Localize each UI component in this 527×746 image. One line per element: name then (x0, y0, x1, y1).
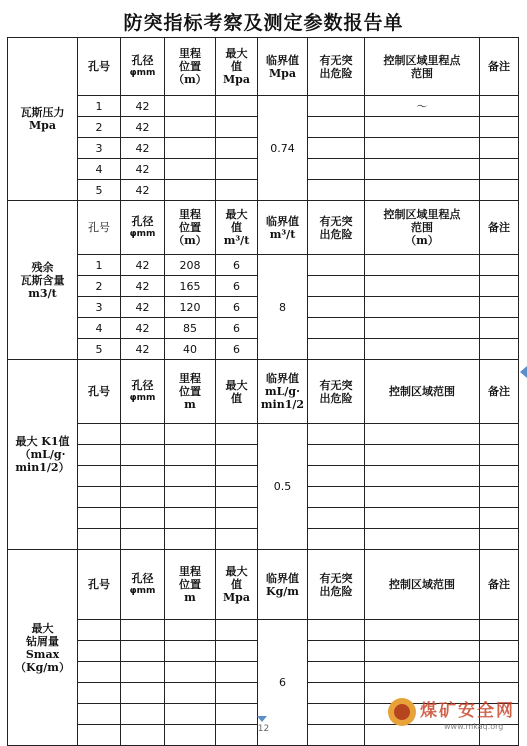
table-row (8, 620, 519, 641)
cell-outburst-danger (308, 641, 365, 662)
header-line: 值 (231, 221, 242, 234)
header-line: （m） (173, 73, 207, 86)
header-line: Mpa (223, 73, 250, 86)
header-line: min1/2 (260, 398, 305, 411)
cell-max-value (216, 487, 258, 508)
cell-hole-number: 3 (78, 297, 121, 318)
header-line: 范围 (411, 221, 433, 234)
cell-remarks (480, 117, 519, 138)
cell-outburst-danger (308, 297, 365, 318)
cell-remarks (480, 180, 519, 201)
cell-position (165, 445, 216, 466)
cell-position (165, 662, 216, 683)
cell-diameter (121, 445, 165, 466)
cell-diameter (121, 641, 165, 662)
cell-control-range: ～ (365, 96, 480, 117)
cell-max-value (216, 466, 258, 487)
header-line: 钻屑量 (26, 634, 59, 648)
header-hole-number: 孔号 (78, 38, 121, 96)
cell-control-range (365, 276, 480, 297)
cell-hole-number (78, 641, 121, 662)
cell-max-value (216, 138, 258, 159)
cell-remarks (480, 297, 519, 318)
cell-position (165, 704, 216, 725)
section-header-row (8, 201, 519, 255)
header-remarks: 备注 (480, 201, 519, 255)
cell-max-value (216, 662, 258, 683)
cell-hole-number (78, 704, 121, 725)
cell-outburst-danger (308, 138, 365, 159)
header-line: 临界值 (266, 372, 299, 385)
header-line: m (184, 398, 196, 411)
page-number: 12 (257, 724, 270, 734)
cell-max-value: 6 (216, 318, 258, 339)
header-line: （m） (405, 234, 439, 247)
cell-outburst-danger (308, 620, 365, 641)
page-edge-marker-right (520, 366, 527, 378)
header-line: 最大 (31, 621, 54, 635)
header-diameter (121, 38, 165, 96)
cell-max-value: 6 (216, 276, 258, 297)
header-line: 有无突 (319, 53, 353, 67)
cell-hole-number: 2 (78, 276, 121, 297)
table-row (8, 255, 519, 276)
cell-max-value: 6 (216, 339, 258, 360)
header-line: 位置 (179, 578, 201, 591)
header-position (165, 550, 216, 620)
header-outburst-danger (308, 38, 365, 96)
header-line: 控制区域里程点 (383, 53, 461, 67)
cell-outburst-danger (308, 96, 365, 117)
cell-diameter (121, 683, 165, 704)
cell-hole-number (78, 445, 121, 466)
header-line: 出危险 (319, 391, 353, 405)
cell-control-range (365, 138, 480, 159)
cell-outburst-danger (308, 424, 365, 445)
cell-remarks (480, 276, 519, 297)
cell-diameter (121, 508, 165, 529)
cell-hole-number (78, 466, 121, 487)
cell-remarks (480, 255, 519, 276)
header-line: 控制区域范围 (389, 385, 455, 398)
section-header-row (8, 38, 519, 96)
section-label (8, 38, 78, 201)
header-outburst-danger (308, 360, 365, 424)
header-line: 最大 K1值 (15, 435, 70, 448)
cell-hole-number (78, 424, 121, 445)
header-line: m3/t (28, 286, 57, 300)
header-line: 最大 (225, 47, 248, 60)
header-line: 孔径 (131, 571, 154, 585)
cell-position (165, 508, 216, 529)
cell-hole-number: 1 (78, 96, 121, 117)
cell-control-range (365, 487, 480, 508)
cell-critical-value: 8 (258, 255, 308, 360)
header-diameter (121, 201, 165, 255)
header-line: 出危险 (319, 66, 353, 80)
cell-diameter: 42 (121, 96, 165, 117)
cell-remarks (480, 620, 519, 641)
cell-hole-number (78, 508, 121, 529)
cell-outburst-danger (308, 508, 365, 529)
cell-outburst-danger (308, 180, 365, 201)
cell-position (165, 683, 216, 704)
cell-control-range (365, 297, 480, 318)
cell-position (165, 529, 216, 550)
cell-hole-number: 4 (78, 318, 121, 339)
header-line: 最大 (225, 565, 248, 578)
header-line: 值 (231, 60, 242, 73)
header-line: 值 (231, 391, 242, 405)
header-line: 值 (231, 578, 242, 591)
cell-remarks (480, 159, 519, 180)
header-line: mL/g· (265, 385, 300, 398)
section-label (8, 550, 78, 746)
cell-critical-value: 6 (258, 620, 308, 746)
header-line: 有无突 (319, 571, 353, 585)
header-line: φmm (129, 228, 156, 239)
report-table (7, 37, 519, 746)
header-line: m (184, 591, 196, 604)
cell-max-value (216, 641, 258, 662)
cell-critical-value: 0.74 (258, 96, 308, 201)
header-outburst-danger (308, 550, 365, 620)
cell-remarks (480, 529, 519, 550)
section-header-row (8, 360, 519, 424)
header-line: 瓦斯含量 (20, 273, 65, 287)
cell-position (165, 180, 216, 201)
header-line: m³/t (269, 227, 296, 241)
cell-hole-number: 3 (78, 138, 121, 159)
cell-outburst-danger (308, 318, 365, 339)
cell-position: 165 (165, 276, 216, 297)
header-max-value (216, 550, 258, 620)
header-line: φmm (129, 67, 156, 78)
header-line: 最大 (225, 208, 248, 221)
header-remarks: 备注 (480, 38, 519, 96)
cell-max-value (216, 96, 258, 117)
cell-position (165, 138, 216, 159)
cell-control-range (365, 255, 480, 276)
cell-control-range (365, 180, 480, 201)
cell-control-range (365, 529, 480, 550)
cell-outburst-danger (308, 662, 365, 683)
header-diameter (121, 550, 165, 620)
cell-remarks (480, 96, 519, 117)
cell-diameter: 42 (121, 318, 165, 339)
header-line: Smax (25, 647, 60, 661)
cell-max-value (216, 159, 258, 180)
header-remarks: 备注 (480, 360, 519, 424)
header-line: φmm (129, 585, 156, 596)
cell-position (165, 424, 216, 445)
header-line: 孔径 (131, 214, 154, 228)
cell-hole-number (78, 529, 121, 550)
cell-outburst-danger (308, 276, 365, 297)
cell-hole-number: 5 (78, 339, 121, 360)
section-label (8, 201, 78, 360)
header-line: 里程 (179, 208, 201, 221)
cell-control-range (365, 445, 480, 466)
header-max-value (216, 38, 258, 96)
cell-diameter (121, 529, 165, 550)
cell-position (165, 96, 216, 117)
page-edge-marker-bottom (257, 716, 267, 722)
table-row (8, 96, 519, 117)
cell-outburst-danger (308, 255, 365, 276)
header-line: 里程 (179, 565, 201, 578)
header-line: Mpa (29, 119, 56, 132)
header-outburst-danger (308, 201, 365, 255)
cell-position (165, 620, 216, 641)
cell-outburst-danger (308, 466, 365, 487)
cell-max-value (216, 508, 258, 529)
header-critical-value (258, 360, 308, 424)
header-hole-number: 孔号 (78, 550, 121, 620)
cell-remarks (480, 466, 519, 487)
cell-remarks (480, 508, 519, 529)
header-line: Mpa (223, 591, 250, 604)
header-diameter (121, 360, 165, 424)
header-line: 有无突 (319, 214, 353, 228)
cell-position (165, 641, 216, 662)
header-line: 位置 (179, 221, 201, 234)
header-line: 出危险 (319, 227, 353, 241)
cell-hole-number (78, 662, 121, 683)
cell-control-range (365, 424, 480, 445)
cell-remarks (480, 138, 519, 159)
cell-hole-number: 4 (78, 159, 121, 180)
header-line: 残余 (31, 260, 54, 274)
cell-diameter (121, 704, 165, 725)
cell-outburst-danger (308, 445, 365, 466)
header-position (165, 360, 216, 424)
cell-hole-number: 5 (78, 180, 121, 201)
cell-hole-number (78, 620, 121, 641)
header-control-range (365, 38, 480, 96)
cell-control-range (365, 641, 480, 662)
header-line: 范围 (411, 66, 433, 80)
cell-position: 120 (165, 297, 216, 318)
header-critical-value (258, 550, 308, 620)
cell-control-range (365, 339, 480, 360)
header-remarks: 备注 (480, 550, 519, 620)
cell-diameter: 42 (121, 138, 165, 159)
cell-diameter (121, 466, 165, 487)
cell-outburst-danger (308, 117, 365, 138)
header-line: 里程 (179, 372, 201, 385)
header-line: 临界值 (266, 571, 299, 585)
cell-position (165, 487, 216, 508)
cell-max-value: 6 (216, 297, 258, 318)
cell-control-range (365, 508, 480, 529)
mine-logo-icon (388, 698, 416, 726)
cell-remarks (480, 487, 519, 508)
cell-control-range (365, 620, 480, 641)
cell-max-value (216, 424, 258, 445)
cell-position: 85 (165, 318, 216, 339)
header-line: （mL/g· (19, 448, 66, 461)
header-line: 控制区域里程点 (383, 208, 461, 221)
header-position (165, 38, 216, 96)
header-control-range (365, 550, 480, 620)
header-line: Kg/m (266, 584, 299, 598)
header-line: φmm (129, 392, 156, 403)
cell-critical-value: 0.5 (258, 424, 308, 550)
cell-outburst-danger (308, 159, 365, 180)
cell-diameter (121, 662, 165, 683)
table-row (8, 424, 519, 445)
watermark-url: www.mkaq.org (444, 722, 504, 731)
header-hole-number: 孔号 (78, 201, 121, 255)
header-line: 位置 (179, 60, 201, 73)
header-max-value (216, 201, 258, 255)
cell-diameter (121, 424, 165, 445)
cell-hole-number (78, 683, 121, 704)
header-hole-number: 孔号 (78, 360, 121, 424)
watermark-text: 煤矿安全网 (420, 701, 515, 721)
cell-control-range (365, 159, 480, 180)
cell-control-range (365, 117, 480, 138)
cell-max-value (216, 704, 258, 725)
header-line: 瓦斯压力 (20, 106, 65, 119)
header-position (165, 201, 216, 255)
cell-max-value (216, 620, 258, 641)
header-line: min1/2） (15, 461, 70, 474)
cell-max-value: 6 (216, 255, 258, 276)
cell-position: 40 (165, 339, 216, 360)
header-line: Mpa (269, 66, 296, 80)
section-label (8, 360, 78, 550)
header-critical-value (258, 38, 308, 96)
cell-max-value (216, 180, 258, 201)
header-line: （m） (173, 234, 207, 247)
header-line: 孔径 (131, 53, 154, 67)
cell-diameter: 42 (121, 276, 165, 297)
header-line: 出危险 (319, 584, 353, 598)
cell-outburst-danger (308, 487, 365, 508)
header-line: 里程 (179, 47, 201, 60)
header-max-value (216, 360, 258, 424)
cell-remarks (480, 662, 519, 683)
cell-diameter: 42 (121, 297, 165, 318)
cell-hole-number: 1 (78, 255, 121, 276)
cell-hole-number (78, 487, 121, 508)
cell-max-value (216, 117, 258, 138)
cell-remarks (480, 641, 519, 662)
cell-max-value (216, 683, 258, 704)
cell-outburst-danger (308, 704, 365, 725)
cell-diameter (121, 487, 165, 508)
header-line: 临界值 (266, 214, 299, 228)
cell-position (165, 117, 216, 138)
header-line: 孔径 (131, 378, 154, 392)
header-line: 最大 (225, 378, 248, 392)
header-line: 控制区域范围 (389, 578, 455, 591)
cell-hole-number: 2 (78, 117, 121, 138)
cell-diameter: 42 (121, 339, 165, 360)
header-critical-value (258, 201, 308, 255)
cell-outburst-danger (308, 529, 365, 550)
header-line: 有无突 (319, 378, 353, 392)
header-control-range (365, 360, 480, 424)
cell-position: 208 (165, 255, 216, 276)
header-line: 临界值 (266, 53, 299, 67)
cell-control-range (365, 466, 480, 487)
header-control-range (365, 201, 480, 255)
cell-control-range (365, 662, 480, 683)
cell-remarks (480, 445, 519, 466)
cell-max-value (216, 445, 258, 466)
header-line: （Kg/m） (15, 660, 70, 674)
watermark-logo (382, 694, 524, 736)
page-title: 防突指标考察及测定参数报告单 (123, 12, 404, 34)
cell-control-range (365, 318, 480, 339)
cell-diameter (121, 620, 165, 641)
section-header-row (8, 550, 519, 620)
header-line: 位置 (179, 385, 201, 398)
cell-position (165, 159, 216, 180)
cell-remarks (480, 424, 519, 445)
cell-remarks (480, 339, 519, 360)
cell-outburst-danger (308, 339, 365, 360)
cell-max-value (216, 529, 258, 550)
cell-outburst-danger (308, 683, 365, 704)
header-line: m³/t (223, 234, 250, 247)
cell-diameter: 42 (121, 117, 165, 138)
cell-remarks (480, 318, 519, 339)
cell-diameter: 42 (121, 255, 165, 276)
cell-diameter: 42 (121, 159, 165, 180)
cell-position (165, 466, 216, 487)
cell-diameter: 42 (121, 180, 165, 201)
